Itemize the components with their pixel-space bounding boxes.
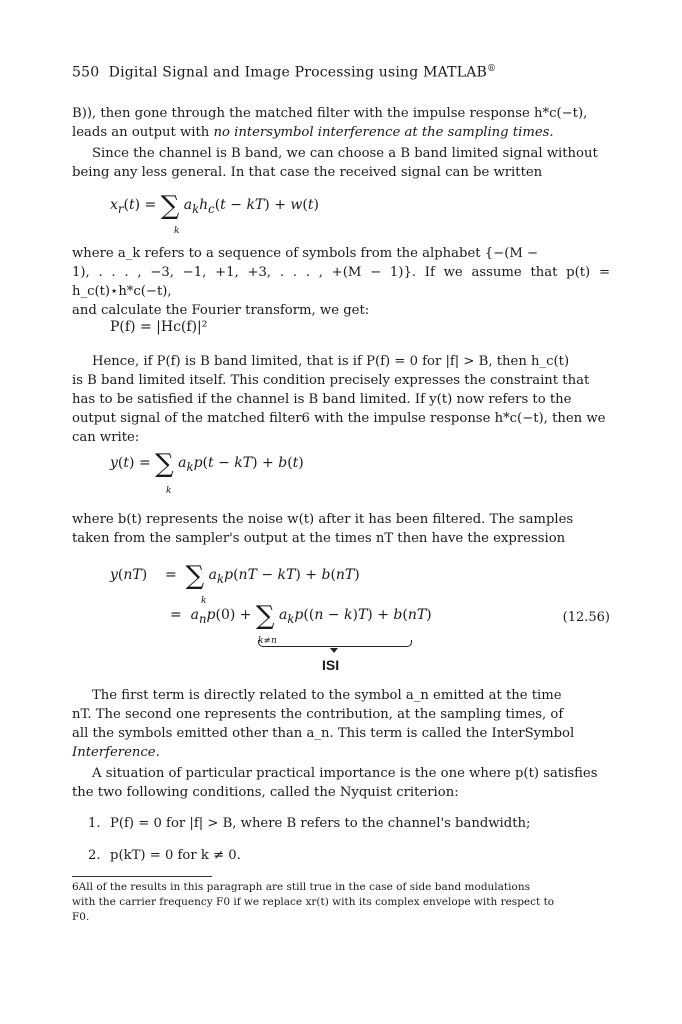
paragraph-6 [72, 686, 610, 762]
equation-sampled-line-1: y(nT) = ∑ $a_kp(nT - kT) + b(nT)$ [110, 561, 360, 591]
footnote [72, 880, 610, 925]
list-item: 1. P(f) = 0 for |f| > B, where B refers to the channel's bandwidth; [88, 816, 531, 831]
paragraph-1-line-1: B)), then gone through the matched filter with the impulse response h*c(−t), [72, 106, 588, 121]
paragraph-3-line-1: where a_k refers to a sequence of symbols from the alphabet {−(M − [72, 246, 539, 261]
equation-received-signal: $x_r(t)$ = ∑ $a_kh_c(t - kT) + w(t)$ [110, 191, 319, 221]
footnote-rule [72, 876, 212, 877]
paragraph-7 [72, 764, 610, 802]
footnote-line-3: F0. [72, 911, 90, 923]
paragraph-6-line-1: The first term is directly related to the symbol a_n emitted at the time [92, 688, 562, 703]
paragraph-6-line-2: nT. The second one represents the contribution, at the sampling times, of [72, 707, 564, 722]
paragraph-4-line-4: output signal of the matched filter6 with the impulse response h*c(−t), then we [72, 411, 606, 426]
paragraph-4-line-5: can write: [72, 430, 140, 445]
page-number: 550 [72, 64, 100, 81]
paragraph-5-line-1: where b(t) represents the noise w(t) after it has been filtered. The samples [72, 512, 574, 527]
paragraph-4-line-2: is B band limited itself. This condition precisely expresses the constraint that [72, 373, 590, 388]
isi-label: ISI [322, 657, 340, 673]
paragraph-2 [72, 144, 610, 182]
paragraph-1-line-2: leads an output with no intersymbol interference at the sampling times. [72, 125, 554, 140]
paragraph-4-line-1: Hence, if P(f) is B band limited, that is if P(f) = 0 for |f| > B, then h_c(t) [92, 354, 570, 369]
paragraph-6-line-3: all the symbols emitted other than a_n. This term is called the InterSymbol [72, 726, 575, 741]
equation-number: (12.56) [562, 610, 610, 625]
paragraph-4-line-3: has to be satisfied if the channel is B band limited. If y(t) now refers to the [72, 392, 572, 407]
paragraph-5 [72, 510, 610, 548]
footnote-line-1: 6All of the results in this paragraph are still true in the case of side band modulations [72, 881, 530, 893]
paragraph-3-line-3: and calculate the Fourier transform, we get: [72, 303, 370, 318]
registered-mark: ® [487, 64, 497, 74]
paragraph-2-line-1: Since the channel is B band, we can choose a B band limited signal without [92, 146, 598, 161]
equation-sampled-line-2: = $a_np(0)$ + ∑ $a_kp((n - k)T) + b(nT)$ [170, 601, 432, 631]
underbrace-tip [330, 648, 338, 653]
running-header [72, 60, 496, 83]
paragraph-7-line-1: A situation of particular practical importance is the one where p(t) satisfies [92, 766, 598, 781]
paragraph-4 [72, 352, 610, 447]
paragraph-3 [72, 244, 610, 320]
equation-filter-output: y(t) = ∑ $a_kp(t - kT) + b(t)$ [110, 449, 304, 479]
paragraph-5-line-2: taken from the sampler's output at the times nT then have the expression [72, 531, 566, 546]
equation-4-subscript-1: k [201, 596, 207, 606]
paragraph-7-line-2: the two following conditions, called the Nyquist criterion: [72, 785, 459, 800]
paragraph-1 [72, 104, 610, 142]
paragraph-3-line-2: 1), . . . , −3, −1, +1, +3, . . . , +(M − 1)}. If we assume that p(t) = h_c(t)⋆h*c(−t), [72, 265, 610, 299]
footnote-line-2: with the carrier frequency F0 if we replace xr(t) with its complex envelope with respect to [72, 896, 555, 908]
underbrace [258, 640, 412, 647]
equation-4-subscript-2: k≠n [258, 636, 277, 646]
equation-3-subscript: k [166, 486, 172, 496]
list-item: 2. p(kT) = 0 for k ≠ 0. [88, 848, 241, 863]
equation-fourier: P(f) = |Hc(f)|² [110, 319, 208, 335]
paragraph-6-line-4: Interference. [72, 745, 160, 760]
book-title: Digital Signal and Image Processing using MATLAB [108, 64, 487, 81]
equation-1-subscript: k [174, 226, 180, 236]
paragraph-2-line-2: being any less general. In that case the received signal can be written [72, 165, 543, 180]
